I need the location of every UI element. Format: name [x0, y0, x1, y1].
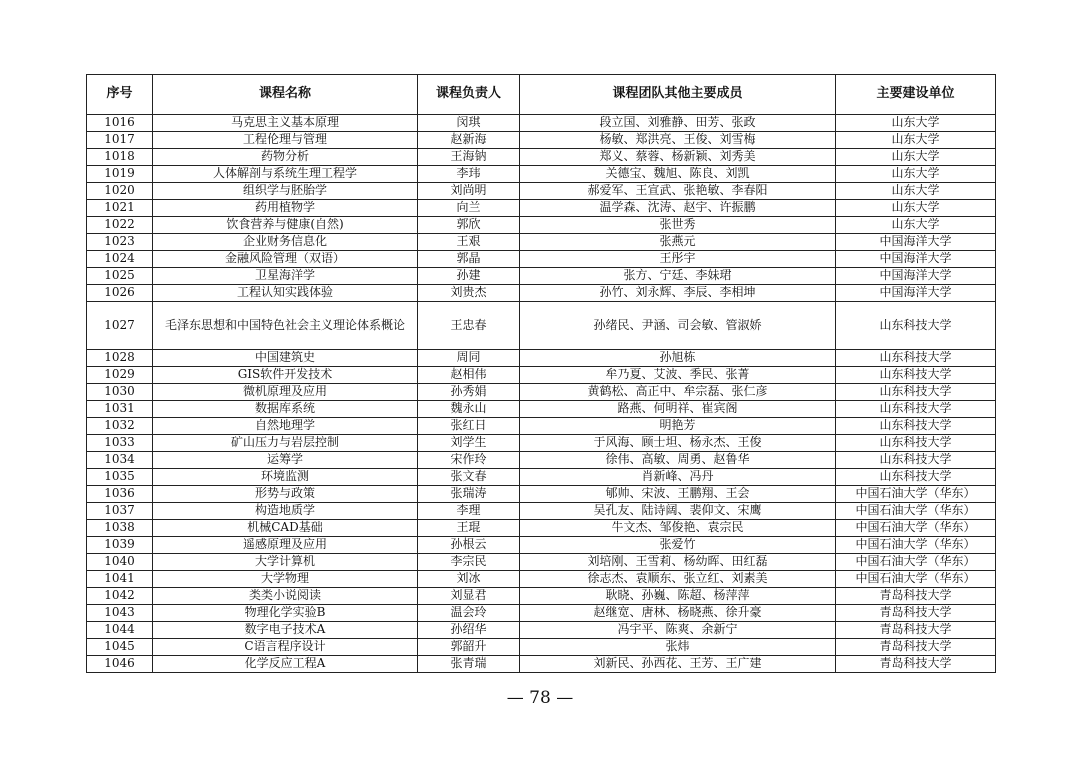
cell-team-members: 郝爱军、王宣武、张艳敏、李春阳	[520, 183, 836, 200]
cell-team-members: 杨敏、郑洪亮、王俊、刘雪梅	[520, 132, 836, 149]
cell-course-lead: 王海钠	[418, 149, 520, 166]
cell-course-name: 矿山压力与岩层控制	[153, 435, 418, 452]
cell-course-lead: 孙绍华	[418, 622, 520, 639]
cell-institution: 青岛科技大学	[836, 605, 996, 622]
cell-institution: 山东大学	[836, 149, 996, 166]
table-row	[87, 401, 996, 418]
table-row	[87, 234, 996, 251]
cell-course-lead: 孙建	[418, 268, 520, 285]
table-row	[87, 302, 996, 350]
cell-course-lead: 李理	[418, 503, 520, 520]
cell-institution: 山东科技大学	[836, 302, 996, 350]
cell-index: 1044	[87, 622, 153, 639]
page-number: — 78 —	[506, 688, 574, 708]
cell-course-name: C语言程序设计	[153, 639, 418, 656]
cell-course-lead: 赵新海	[418, 132, 520, 149]
cell-index: 1045	[87, 639, 153, 656]
cell-index: 1022	[87, 217, 153, 234]
cell-institution: 中国海洋大学	[836, 285, 996, 302]
cell-course-name: 金融风险管理（双语）	[153, 251, 418, 268]
cell-institution: 中国海洋大学	[836, 234, 996, 251]
cell-course-name: 中国建筑史	[153, 350, 418, 367]
cell-course-name: 饮食营养与健康(自然)	[153, 217, 418, 234]
cell-index: 1025	[87, 268, 153, 285]
table-row	[87, 384, 996, 401]
table-row	[87, 656, 996, 673]
cell-institution: 中国石油大学（华东）	[836, 520, 996, 537]
cell-team-members: 刘新民、孙西花、王芳、王广建	[520, 656, 836, 673]
table-row	[87, 571, 996, 588]
cell-course-name: 化学反应工程A	[153, 656, 418, 673]
cell-course-name: 构造地质学	[153, 503, 418, 520]
table-row	[87, 149, 996, 166]
table-row	[87, 554, 996, 571]
cell-index: 1030	[87, 384, 153, 401]
cell-team-members: 耿晓、孙巍、陈超、杨萍萍	[520, 588, 836, 605]
cell-course-name: 形势与政策	[153, 486, 418, 503]
cell-course-lead: 向兰	[418, 200, 520, 217]
cell-course-name: 物理化学实验B	[153, 605, 418, 622]
cell-team-members: 孙竹、刘永辉、李辰、李相坤	[520, 285, 836, 302]
cell-course-name: 数字电子技术A	[153, 622, 418, 639]
cell-team-members: 张方、宁廷、李妹珺	[520, 268, 836, 285]
cell-team-members: 张世秀	[520, 217, 836, 234]
table-row	[87, 639, 996, 656]
cell-course-name: 人体解剖与系统生理工程学	[153, 166, 418, 183]
cell-team-members: 孙旭栋	[520, 350, 836, 367]
cell-institution: 中国石油大学（华东）	[836, 537, 996, 554]
cell-course-lead: 闵琪	[418, 115, 520, 132]
cell-index: 1023	[87, 234, 153, 251]
cell-institution: 山东大学	[836, 115, 996, 132]
cell-course-lead: 温会玲	[418, 605, 520, 622]
cell-team-members: 段立国、刘雅静、田芳、张政	[520, 115, 836, 132]
cell-course-lead: 王忠春	[418, 302, 520, 350]
table-row	[87, 486, 996, 503]
cell-team-members: 张燕元	[520, 234, 836, 251]
table-row	[87, 537, 996, 554]
cell-course-lead: 郭欣	[418, 217, 520, 234]
cell-course-name: GIS软件开发技术	[153, 367, 418, 384]
table-row	[87, 588, 996, 605]
cell-institution: 中国石油大学（华东）	[836, 486, 996, 503]
cell-course-name: 工程伦理与管理	[153, 132, 418, 149]
cell-institution: 青岛科技大学	[836, 656, 996, 673]
cell-institution: 山东科技大学	[836, 384, 996, 401]
cell-index: 1043	[87, 605, 153, 622]
cell-course-name: 药用植物学	[153, 200, 418, 217]
cell-institution: 山东科技大学	[836, 418, 996, 435]
cell-team-members: 冯宇平、陈爽、余新宁	[520, 622, 836, 639]
cell-course-name: 机械CAD基础	[153, 520, 418, 537]
cell-index: 1021	[87, 200, 153, 217]
cell-team-members: 路燕、何明祥、崔宾阁	[520, 401, 836, 418]
cell-course-name: 微机原理及应用	[153, 384, 418, 401]
cell-institution: 山东科技大学	[836, 367, 996, 384]
cell-institution: 山东大学	[836, 183, 996, 200]
cell-team-members: 牛文杰、邹俊艳、袁宗民	[520, 520, 836, 537]
cell-index: 1028	[87, 350, 153, 367]
table-row	[87, 166, 996, 183]
cell-course-name: 马克思主义基本原理	[153, 115, 418, 132]
table-row	[87, 251, 996, 268]
cell-course-name: 卫星海洋学	[153, 268, 418, 285]
cell-team-members: 徐志杰、袁顺东、张立红、刘素美	[520, 571, 836, 588]
cell-institution: 山东大学	[836, 217, 996, 234]
cell-institution: 中国海洋大学	[836, 251, 996, 268]
cell-course-name: 大学计算机	[153, 554, 418, 571]
cell-institution: 青岛科技大学	[836, 588, 996, 605]
cell-institution: 山东大学	[836, 166, 996, 183]
table-row	[87, 115, 996, 132]
cell-team-members: 刘培刚、王雪莉、杨幼晖、田红磊	[520, 554, 836, 571]
cell-index: 1036	[87, 486, 153, 503]
cell-course-lead: 赵相伟	[418, 367, 520, 384]
cell-institution: 中国海洋大学	[836, 268, 996, 285]
cell-course-name: 自然地理学	[153, 418, 418, 435]
cell-team-members: 温学森、沈涛、赵宇、许振鹏	[520, 200, 836, 217]
cell-course-lead: 郭晶	[418, 251, 520, 268]
cell-team-members: 牟乃夏、艾波、季民、张菁	[520, 367, 836, 384]
cell-course-lead: 孙秀娟	[418, 384, 520, 401]
cell-course-lead: 张红日	[418, 418, 520, 435]
cell-course-name: 遥感原理及应用	[153, 537, 418, 554]
cell-institution: 山东大学	[836, 200, 996, 217]
cell-course-name: 运筹学	[153, 452, 418, 469]
cell-team-members: 郇帅、宋波、王鹏翔、王会	[520, 486, 836, 503]
cell-team-members: 吴孔友、陆诗阔、裴仰文、宋鹰	[520, 503, 836, 520]
table-header-row	[87, 75, 996, 115]
cell-index: 1039	[87, 537, 153, 554]
cell-course-lead: 魏永山	[418, 401, 520, 418]
cell-course-name: 数据库系统	[153, 401, 418, 418]
table-row	[87, 268, 996, 285]
cell-course-name: 类类小说阅读	[153, 588, 418, 605]
cell-index: 1046	[87, 656, 153, 673]
cell-index: 1033	[87, 435, 153, 452]
cell-course-lead: 李宗民	[418, 554, 520, 571]
table-row	[87, 350, 996, 367]
table-row	[87, 217, 996, 234]
table-row	[87, 452, 996, 469]
cell-index: 1026	[87, 285, 153, 302]
cell-course-lead: 李玮	[418, 166, 520, 183]
cell-course-lead: 刘尚明	[418, 183, 520, 200]
cell-team-members: 明艳芳	[520, 418, 836, 435]
cell-index: 1042	[87, 588, 153, 605]
cell-course-lead: 周同	[418, 350, 520, 367]
cell-index: 1016	[87, 115, 153, 132]
cell-institution: 山东科技大学	[836, 401, 996, 418]
cell-course-lead: 刘学生	[418, 435, 520, 452]
cell-index: 1020	[87, 183, 153, 200]
table-row	[87, 200, 996, 217]
cell-index: 1017	[87, 132, 153, 149]
cell-institution: 中国石油大学（华东）	[836, 503, 996, 520]
cell-index: 1024	[87, 251, 153, 268]
cell-index: 1035	[87, 469, 153, 486]
table-row	[87, 418, 996, 435]
cell-institution: 山东科技大学	[836, 435, 996, 452]
cell-course-lead: 王艰	[418, 234, 520, 251]
cell-course-name: 企业财务信息化	[153, 234, 418, 251]
cell-index: 1019	[87, 166, 153, 183]
cell-team-members: 张爱竹	[520, 537, 836, 554]
cell-course-name: 组织学与胚胎学	[153, 183, 418, 200]
cell-course-name: 环境监测	[153, 469, 418, 486]
cell-institution: 青岛科技大学	[836, 622, 996, 639]
cell-institution: 山东科技大学	[836, 469, 996, 486]
cell-course-lead: 张文春	[418, 469, 520, 486]
cell-team-members: 于风海、顾士坦、杨永杰、王俊	[520, 435, 836, 452]
cell-course-name: 药物分析	[153, 149, 418, 166]
cell-team-members: 黄鹤松、高正中、牟宗磊、张仁彦	[520, 384, 836, 401]
cell-index: 1032	[87, 418, 153, 435]
cell-index: 1038	[87, 520, 153, 537]
table-row	[87, 469, 996, 486]
cell-institution: 中国石油大学（华东）	[836, 554, 996, 571]
cell-index: 1029	[87, 367, 153, 384]
cell-course-lead: 张瑞涛	[418, 486, 520, 503]
cell-course-name: 工程认知实践体验	[153, 285, 418, 302]
table-row	[87, 367, 996, 384]
table-row	[87, 435, 996, 452]
header-course-name: 课程名称	[153, 75, 418, 115]
cell-institution: 山东大学	[836, 132, 996, 149]
cell-index: 1031	[87, 401, 153, 418]
cell-team-members: 郑义、蔡蓉、杨新颖、刘秀美	[520, 149, 836, 166]
cell-institution: 中国石油大学（华东）	[836, 571, 996, 588]
cell-course-lead: 刘冰	[418, 571, 520, 588]
cell-team-members: 徐伟、高敏、周勇、赵鲁华	[520, 452, 836, 469]
cell-team-members: 孙绪民、尹涵、司会敏、管淑娇	[520, 302, 836, 350]
header-index: 序号	[87, 75, 153, 115]
table-row	[87, 605, 996, 622]
cell-course-lead: 郭韶升	[418, 639, 520, 656]
cell-institution: 青岛科技大学	[836, 639, 996, 656]
table-row	[87, 503, 996, 520]
cell-course-lead: 孙根云	[418, 537, 520, 554]
cell-index: 1018	[87, 149, 153, 166]
cell-index: 1027	[87, 302, 153, 350]
cell-index: 1041	[87, 571, 153, 588]
table-body	[87, 115, 996, 673]
cell-course-lead: 刘显君	[418, 588, 520, 605]
cell-institution: 山东科技大学	[836, 350, 996, 367]
header-institution: 主要建设单位	[836, 75, 996, 115]
table-row	[87, 183, 996, 200]
cell-course-lead: 宋作玲	[418, 452, 520, 469]
cell-course-name: 大学物理	[153, 571, 418, 588]
cell-team-members: 关德宝、魏旭、陈良、刘凯	[520, 166, 836, 183]
cell-team-members: 肖新峰、冯丹	[520, 469, 836, 486]
cell-index: 1037	[87, 503, 153, 520]
table-row	[87, 132, 996, 149]
cell-course-name: 毛泽东思想和中国特色社会主义理论体系概论	[153, 302, 418, 350]
table-row	[87, 520, 996, 537]
cell-institution: 山东科技大学	[836, 452, 996, 469]
cell-team-members: 张炜	[520, 639, 836, 656]
cell-team-members: 王彤宇	[520, 251, 836, 268]
cell-course-lead: 王琨	[418, 520, 520, 537]
header-team-members: 课程团队其他主要成员	[520, 75, 836, 115]
cell-course-lead: 张青瑞	[418, 656, 520, 673]
cell-course-lead: 刘贵杰	[418, 285, 520, 302]
header-course-lead: 课程负责人	[418, 75, 520, 115]
table-row	[87, 285, 996, 302]
cell-team-members: 赵继宽、唐林、杨晓燕、徐升豪	[520, 605, 836, 622]
cell-index: 1034	[87, 452, 153, 469]
table-row	[87, 622, 996, 639]
course-table	[86, 74, 996, 673]
cell-index: 1040	[87, 554, 153, 571]
